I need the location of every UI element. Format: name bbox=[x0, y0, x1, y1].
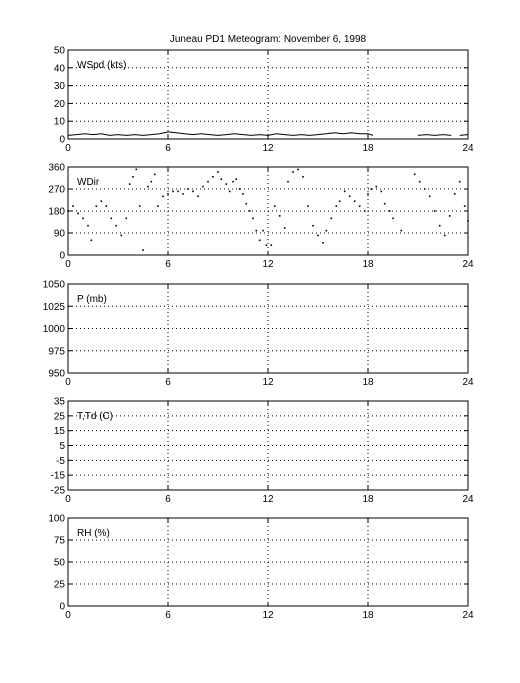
panel-wdir-point-5 bbox=[91, 240, 93, 242]
panel-p-mb-ytick-label-975: 975 bbox=[48, 346, 65, 358]
panel-wspd-kts-ytick-label-20: 20 bbox=[53, 98, 65, 110]
panel-wdir-point-13 bbox=[129, 183, 131, 185]
panel-wspd-kts-ytick-label-40: 40 bbox=[53, 63, 65, 75]
panel-rh-xtick-label-0: 0 bbox=[65, 610, 71, 621]
panel-wdir-point-10 bbox=[116, 225, 118, 227]
panel-wdir-point-48 bbox=[271, 244, 273, 246]
panel-wdir-point-43 bbox=[252, 218, 254, 220]
panel-rh-ytick-label-75: 75 bbox=[53, 535, 65, 547]
panel-wdir-ytick-label-180: 180 bbox=[48, 206, 65, 218]
panel-wdir-point-11 bbox=[121, 235, 123, 237]
panel-wdir-point-79 bbox=[424, 188, 426, 190]
panel-wdir-point-41 bbox=[246, 203, 248, 205]
panel-wdir-point-47 bbox=[266, 244, 268, 246]
panel-p-mb-ytick-label-1050: 1050 bbox=[42, 279, 65, 291]
panel-wdir-point-0 bbox=[67, 210, 69, 212]
panel-p-mb-xtick-label-24: 24 bbox=[462, 377, 474, 388]
panel-wdir-point-34 bbox=[221, 178, 223, 180]
panel-wdir-point-23 bbox=[167, 193, 169, 195]
panel-wdir-point-54 bbox=[297, 169, 299, 171]
panel-wdir-xtick-label-0: 0 bbox=[65, 259, 71, 270]
panel-t-td-c-ytick-label-15: 15 bbox=[53, 426, 65, 438]
panel-wspd-kts-xtick-label-18: 18 bbox=[362, 143, 374, 154]
panel-p-mb-label: P (mb) bbox=[77, 294, 107, 305]
panel-wdir-point-28 bbox=[192, 191, 194, 193]
panel-wdir-ytick-label-90: 90 bbox=[53, 228, 65, 240]
panel-wdir-point-50 bbox=[279, 215, 281, 217]
panel-t-td-c-ytick-label-25: 25 bbox=[53, 411, 65, 423]
panel-wspd-kts-ytick-label-50: 50 bbox=[53, 45, 65, 57]
panel-wdir-ytick-label-360: 360 bbox=[48, 162, 65, 174]
panel-wdir-point-86 bbox=[459, 181, 461, 183]
panel-rh-xtick-label-18: 18 bbox=[362, 610, 374, 621]
panel-wspd-kts-ytick-label-10: 10 bbox=[53, 116, 65, 128]
panel-wdir-point-35 bbox=[226, 183, 228, 185]
panel-wdir-point-53 bbox=[292, 171, 294, 173]
panel-p-mb-xtick-label-0: 0 bbox=[65, 377, 71, 388]
panel-wdir-point-31 bbox=[207, 181, 209, 183]
panel-wdir-xtick-label-18: 18 bbox=[362, 259, 374, 270]
panel-wspd-kts-xtick-label-24: 24 bbox=[462, 143, 474, 154]
panel-wdir-point-84 bbox=[449, 215, 451, 217]
panel-wdir-point-76 bbox=[401, 230, 403, 232]
panel-t-td-c-xtick-label-6: 6 bbox=[165, 494, 171, 505]
panel-wdir-point-36 bbox=[229, 191, 231, 193]
panel-t-td-c-ytick-label-35: 35 bbox=[53, 396, 65, 408]
panel-p-mb-xtick-label-18: 18 bbox=[362, 377, 374, 388]
panel-wdir-point-63 bbox=[339, 200, 341, 202]
panel-wdir-point-2 bbox=[77, 213, 79, 215]
panel-wdir-point-85 bbox=[454, 193, 456, 195]
panel-wspd-kts-label: WSpd (kts) bbox=[77, 60, 127, 71]
panel-t-td-c-xtick-label-18: 18 bbox=[362, 494, 374, 505]
panel-rh-xtick-label-24: 24 bbox=[462, 610, 474, 621]
panel-wdir-point-64 bbox=[344, 191, 346, 193]
panel-wdir-label: WDir bbox=[77, 177, 100, 188]
panel-wdir-point-59 bbox=[322, 242, 324, 244]
panel-wdir-ytick-label-270: 270 bbox=[48, 184, 65, 196]
panel-t-td-c-ytick-label--5: -5 bbox=[56, 455, 65, 467]
panel-wdir-point-15 bbox=[136, 169, 138, 171]
panel-wdir-point-75 bbox=[392, 218, 394, 220]
panel-wdir-point-80 bbox=[429, 196, 431, 198]
panel-wdir-point-58 bbox=[317, 235, 319, 237]
panel-wdir-point-62 bbox=[336, 205, 338, 207]
panel-wdir-point-27 bbox=[187, 188, 189, 190]
panel-wdir-point-22 bbox=[162, 196, 164, 198]
panel-wdir-point-71 bbox=[376, 186, 378, 188]
panel-wdir-point-81 bbox=[434, 210, 436, 212]
panel-wdir-point-14 bbox=[132, 176, 134, 178]
panel-wdir-point-66 bbox=[354, 200, 356, 202]
panel-wdir-point-83 bbox=[444, 235, 446, 237]
panel-wdir-point-37 bbox=[232, 181, 234, 183]
panel-wdir-point-61 bbox=[331, 218, 333, 220]
panel-wdir-point-20 bbox=[154, 174, 156, 176]
panel-rh-ytick-label-50: 50 bbox=[53, 557, 65, 569]
panel-wdir-point-17 bbox=[142, 249, 144, 251]
panel-wdir-point-51 bbox=[284, 227, 286, 229]
panel-wdir-point-30 bbox=[202, 186, 204, 188]
panel-wdir-point-49 bbox=[274, 205, 276, 207]
panel-t-td-c-xtick-label-24: 24 bbox=[462, 494, 474, 505]
panel-wdir-xtick-label-6: 6 bbox=[165, 259, 171, 270]
panel-wdir-point-82 bbox=[439, 225, 441, 227]
panel-wdir-point-55 bbox=[302, 176, 304, 178]
panel-wdir-point-67 bbox=[359, 205, 361, 207]
panel-wdir-point-56 bbox=[307, 205, 309, 207]
panel-wdir-point-70 bbox=[371, 188, 373, 190]
panel-p-mb-ytick-label-950: 950 bbox=[48, 368, 65, 380]
panel-wspd-kts-ytick-label-30: 30 bbox=[53, 81, 65, 93]
panel-wdir-point-38 bbox=[236, 178, 238, 180]
panel-wdir-point-42 bbox=[249, 210, 251, 212]
panel-wdir-point-19 bbox=[151, 181, 153, 183]
panel-wdir-point-25 bbox=[177, 191, 179, 193]
panel-wdir-point-9 bbox=[111, 218, 113, 220]
panel-wdir-point-40 bbox=[242, 193, 244, 195]
panel-wdir-point-1 bbox=[72, 205, 74, 207]
panel-t-td-c-xtick-label-0: 0 bbox=[65, 494, 71, 505]
panel-p-mb-ytick-label-1000: 1000 bbox=[42, 324, 65, 335]
panel-wdir-point-33 bbox=[217, 171, 219, 173]
panel-wdir-point-16 bbox=[139, 205, 141, 207]
panel-p-mb-xtick-label-6: 6 bbox=[165, 377, 171, 388]
panel-wdir-ytick-label-0: 0 bbox=[59, 250, 65, 262]
panel-rh-ytick-label-100: 100 bbox=[48, 513, 65, 525]
panel-wspd-kts-xtick-label-6: 6 bbox=[165, 143, 171, 154]
panel-wdir-point-60 bbox=[326, 230, 328, 232]
panel-t-td-c-xtick-label-12: 12 bbox=[262, 494, 274, 505]
panel-wdir-point-52 bbox=[287, 181, 289, 183]
figure-title: Juneau PD1 Meteogram: November 6, 1998 bbox=[169, 34, 367, 45]
panel-wspd-kts-ytick-label-0: 0 bbox=[59, 134, 65, 146]
panel-wspd-kts-xtick-label-12: 12 bbox=[262, 143, 274, 154]
panel-wdir-point-3 bbox=[82, 218, 84, 220]
panel-wdir-point-74 bbox=[389, 210, 391, 212]
panel-wdir-point-73 bbox=[384, 203, 386, 205]
panel-wspd-kts-xtick-label-0: 0 bbox=[65, 143, 71, 154]
panel-p-mb-xtick-label-12: 12 bbox=[262, 377, 274, 388]
panel-wdir-point-45 bbox=[259, 240, 261, 242]
panel-wdir-point-88 bbox=[467, 220, 469, 222]
panel-rh-ytick-label-0: 0 bbox=[59, 601, 65, 613]
panel-rh-xtick-label-12: 12 bbox=[262, 610, 274, 621]
panel-wdir-point-24 bbox=[172, 191, 174, 193]
panel-wdir-point-77 bbox=[414, 174, 416, 176]
panel-wdir-point-57 bbox=[312, 225, 314, 227]
panel-rh-xtick-label-6: 6 bbox=[165, 610, 171, 621]
panel-rh-ytick-label-25: 25 bbox=[53, 579, 65, 591]
panel-wdir-point-68 bbox=[364, 210, 366, 212]
panel-t-td-c-ytick-label-5: 5 bbox=[59, 441, 65, 452]
panel-wdir-point-7 bbox=[101, 200, 103, 202]
panel-t-td-c-ytick-label--15: -15 bbox=[50, 470, 65, 482]
panel-wdir-point-78 bbox=[419, 181, 421, 183]
panel-wdir-point-12 bbox=[126, 218, 128, 220]
panel-rh-label: RH (%) bbox=[77, 528, 110, 539]
panel-wdir-xtick-label-24: 24 bbox=[462, 259, 474, 270]
panel-wdir-point-29 bbox=[197, 196, 199, 198]
panel-wdir-point-21 bbox=[157, 205, 159, 207]
panel-wdir-point-6 bbox=[96, 205, 98, 207]
panel-wdir-point-32 bbox=[212, 176, 214, 178]
panel-wdir-point-87 bbox=[464, 205, 466, 207]
panel-wdir-point-26 bbox=[182, 193, 184, 195]
panel-wdir-xtick-label-12: 12 bbox=[262, 259, 274, 270]
panel-wdir-point-39 bbox=[239, 188, 241, 190]
panel-wdir-point-46 bbox=[262, 230, 264, 232]
panel-wdir-point-44 bbox=[256, 230, 258, 232]
panel-t-td-c-ytick-label--25: -25 bbox=[50, 485, 65, 497]
panel-wdir-point-8 bbox=[106, 205, 108, 207]
panel-wdir-point-18 bbox=[147, 186, 149, 188]
panel-t-td-c-label: T,Td (C) bbox=[77, 411, 114, 422]
panel-wdir-point-69 bbox=[367, 193, 369, 195]
panel-wdir-point-4 bbox=[87, 225, 89, 227]
panel-wdir-point-72 bbox=[381, 191, 383, 193]
panel-wdir-point-65 bbox=[349, 196, 351, 198]
panel-p-mb-ytick-label-1025: 1025 bbox=[42, 301, 65, 313]
